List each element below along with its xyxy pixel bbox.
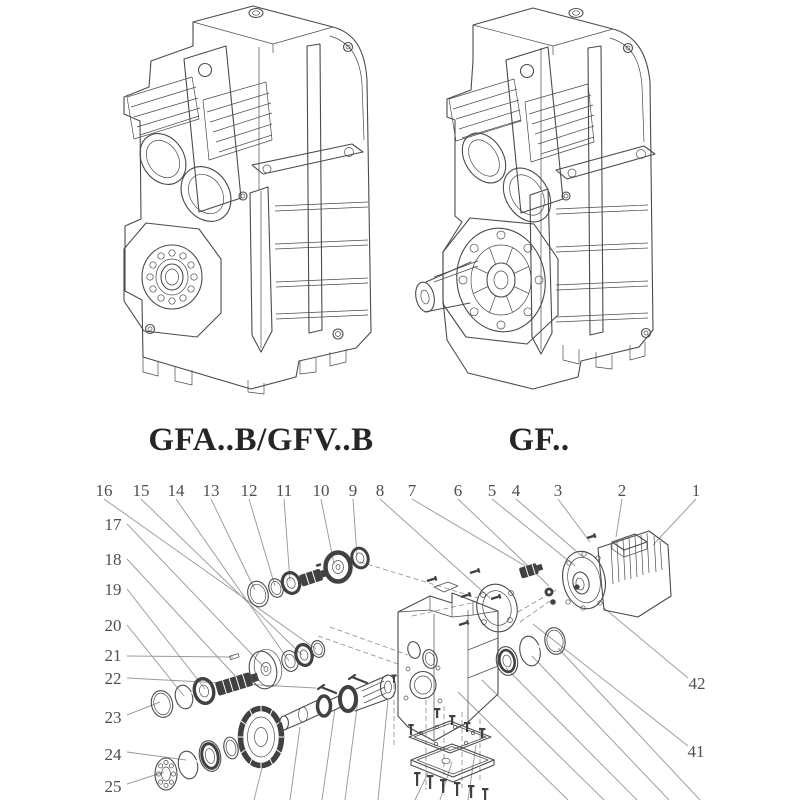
callout-12: 12 [240, 481, 258, 500]
hollow-shaft-bearing [124, 223, 221, 337]
callout-6: 6 [453, 481, 463, 500]
output-gear [238, 705, 284, 769]
grooved-flange-right [203, 82, 272, 160]
callout-17: 17 [104, 515, 122, 534]
oil-plug [569, 9, 583, 18]
callout-15: 15 [132, 481, 150, 500]
callout-5: 5 [487, 481, 497, 500]
input-gear [326, 553, 351, 582]
callout-9: 9 [348, 481, 358, 500]
hub-spokes [473, 248, 528, 313]
callout-3: 3 [553, 481, 563, 500]
callout-4: 4 [511, 481, 521, 500]
shaft-key [434, 261, 478, 282]
oil-plug [249, 9, 263, 18]
input-key [316, 563, 322, 567]
upper-bores [131, 125, 241, 231]
input-shaft-parts [244, 546, 370, 609]
grooved-flange-right [525, 84, 594, 162]
pinion-shaft [215, 670, 260, 696]
callout-11: 11 [275, 481, 293, 500]
callout-8: 8 [375, 481, 385, 500]
grooved-flange-left [449, 79, 521, 141]
snap-ring [176, 749, 200, 780]
callout-20: 20 [104, 616, 122, 635]
output-shaft [280, 675, 396, 730]
callout-23: 23 [104, 708, 122, 727]
callout-25: 25 [104, 777, 122, 796]
front-pillar [184, 46, 241, 212]
callout-41: 41 [687, 742, 705, 761]
oil-seal [197, 739, 224, 774]
callout-16: 16 [95, 481, 113, 500]
callout-numbers [96, 481, 706, 796]
callout-14: 14 [167, 481, 185, 500]
upper-bores [453, 125, 560, 231]
snap-ring [173, 683, 196, 711]
output-shaft-flange [413, 218, 558, 344]
caption-right-model: GF.. [508, 422, 570, 458]
callout-19: 19 [104, 580, 122, 599]
callout-2: 2 [617, 481, 627, 500]
callout-1: 1 [691, 481, 701, 500]
callout-13: 13 [202, 481, 220, 500]
front-pillar [506, 47, 563, 213]
callout-22: 22 [104, 669, 122, 688]
motor-side-bearing-rings [494, 626, 568, 678]
caption-left-model: GFA..B/GFV..B [148, 422, 374, 458]
torque-bracket [530, 46, 655, 354]
callout-24: 24 [104, 745, 122, 764]
gearbox-gf-drawing [413, 8, 655, 389]
callout-7: 7 [407, 481, 417, 500]
callout-42: 42 [688, 674, 706, 693]
callout-21: 21 [104, 646, 122, 665]
motor-shaft-end [574, 584, 579, 589]
cover-gasket [409, 721, 491, 753]
pillar-hole [521, 65, 534, 78]
washer [550, 599, 556, 605]
gearbox-gfab-drawing [124, 6, 371, 394]
callout-18: 18 [104, 550, 122, 569]
callout-10: 10 [312, 481, 330, 500]
pillar-hole [199, 64, 212, 77]
